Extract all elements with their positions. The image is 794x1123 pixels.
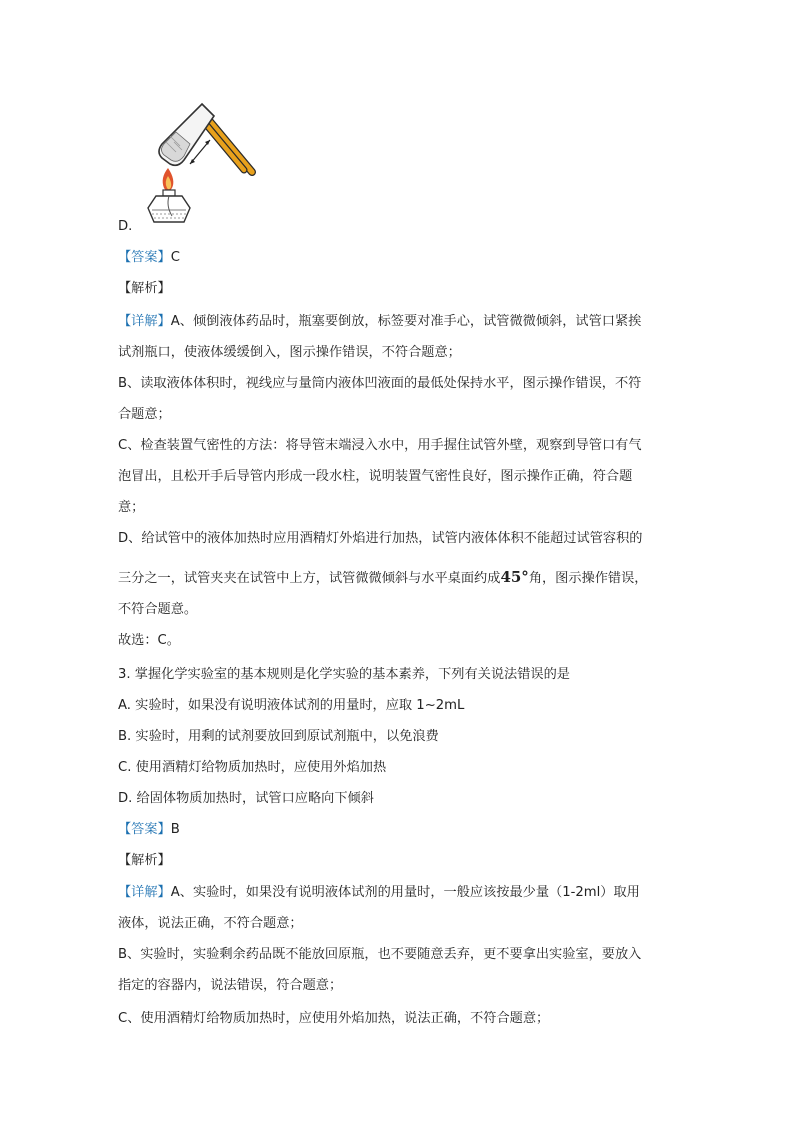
q3-detail-a-line2: 液体，说法正确，不符合题意； — [118, 916, 303, 931]
test-tube-heating-illustration — [126, 98, 266, 228]
q2-analysis-tag: 【解析】 — [118, 281, 171, 296]
q3-option-d: D. 给固体物质加热时，试管口应略向下倾斜 — [118, 791, 374, 806]
q2-detail-d-pre: 三分之一，试管夹夹在试管中上方，试管微微倾斜与水平桌面约成 — [118, 571, 501, 586]
answer-tag: 【答案】 — [118, 250, 171, 265]
answer-value: C — [170, 250, 180, 265]
q2-detail-d-line1: D、给试管中的液体加热时应用酒精灯外焰进行加热，试管内液体体积不能超过试管容积的 — [118, 531, 643, 546]
q2-detail-a-text: A、倾倒液体药品时，瓶塞要倒放，标签要对准手心，试管微微倾斜，试管口紧挨 — [170, 314, 642, 329]
q3-option-a: A. 实验时，如果没有说明液体试剂的用量时，应取 1~2mL — [118, 698, 465, 713]
detail-tag: 【详解】 — [118, 885, 171, 900]
answer-tag: 【答案】 — [118, 822, 171, 837]
q2-detail-c-line2: 泡冒出，且松开手后导管内形成一段水柱，说明装置气密性良好，图示操作正确，符合题 — [118, 469, 633, 484]
q2-detail-d-post: 角，图示操作错误， — [528, 571, 648, 586]
q3-option-b: B. 实验时，用剩的试剂要放回到原试剂瓶中，以免浪费 — [118, 729, 439, 744]
test-tube — [159, 104, 214, 165]
q2-answer-line — [118, 249, 678, 267]
q2-detail-a-line2: 试剂瓶口，使液体缓缓倒入，图示操作错误，不符合题意； — [118, 345, 461, 360]
answer-value: B — [170, 822, 180, 837]
q3-option-c: C. 使用酒精灯给物质加热时，应使用外焰加热 — [118, 760, 387, 775]
detail-tag: 【详解】 — [118, 314, 171, 329]
q3-answer-line — [118, 821, 678, 839]
q2-detail-a-line1 — [118, 313, 678, 331]
q3-detail-c-line1: C、使用酒精灯给物质加热时，应使用外焰加热，说法正确，不符合题意； — [118, 1011, 550, 1026]
q3-analysis-tag: 【解析】 — [118, 853, 171, 868]
q2-detail-d-line3: 不符合题意。 — [118, 602, 198, 617]
q3-detail-a-text: A、实验时，如果没有说明液体试剂的用量时，一般应该按最少量（1-2ml）取用 — [170, 885, 640, 900]
q3-detail-b-line1: B、实验时，实验剩余药品既不能放回原瓶，也不要随意丢弃，更不要拿出实验室，要放入 — [118, 947, 642, 962]
q2-detail-d-line2 — [118, 568, 678, 588]
q2-detail-b-line2: 合题意； — [118, 407, 171, 422]
flame — [163, 168, 174, 191]
q2-detail-c-line1: C、检查装置气密性的方法：将导管末端浸入水中，用手握住试管外壁，观察到导管口有气 — [118, 438, 642, 453]
q2-conclusion: 故选：C。 — [118, 633, 180, 648]
q3-detail-a-line1 — [118, 884, 678, 902]
q2-detail-c-line3: 意； — [118, 500, 145, 515]
q3-detail-b-line2: 指定的容器内，说法错误，符合题意； — [118, 978, 343, 993]
option-d-label: D. — [118, 219, 133, 234]
q3-stem: 3. 掌握化学实验室的基本规则是化学实验的基本素养，下列有关说法错误的是 — [118, 667, 570, 682]
q2-detail-b-line1: B、读取液体体积时，视线应与量筒内液体凹液面的最低处保持水平，图示操作错误，不符 — [118, 376, 642, 391]
angle-value: 45° — [500, 568, 529, 586]
